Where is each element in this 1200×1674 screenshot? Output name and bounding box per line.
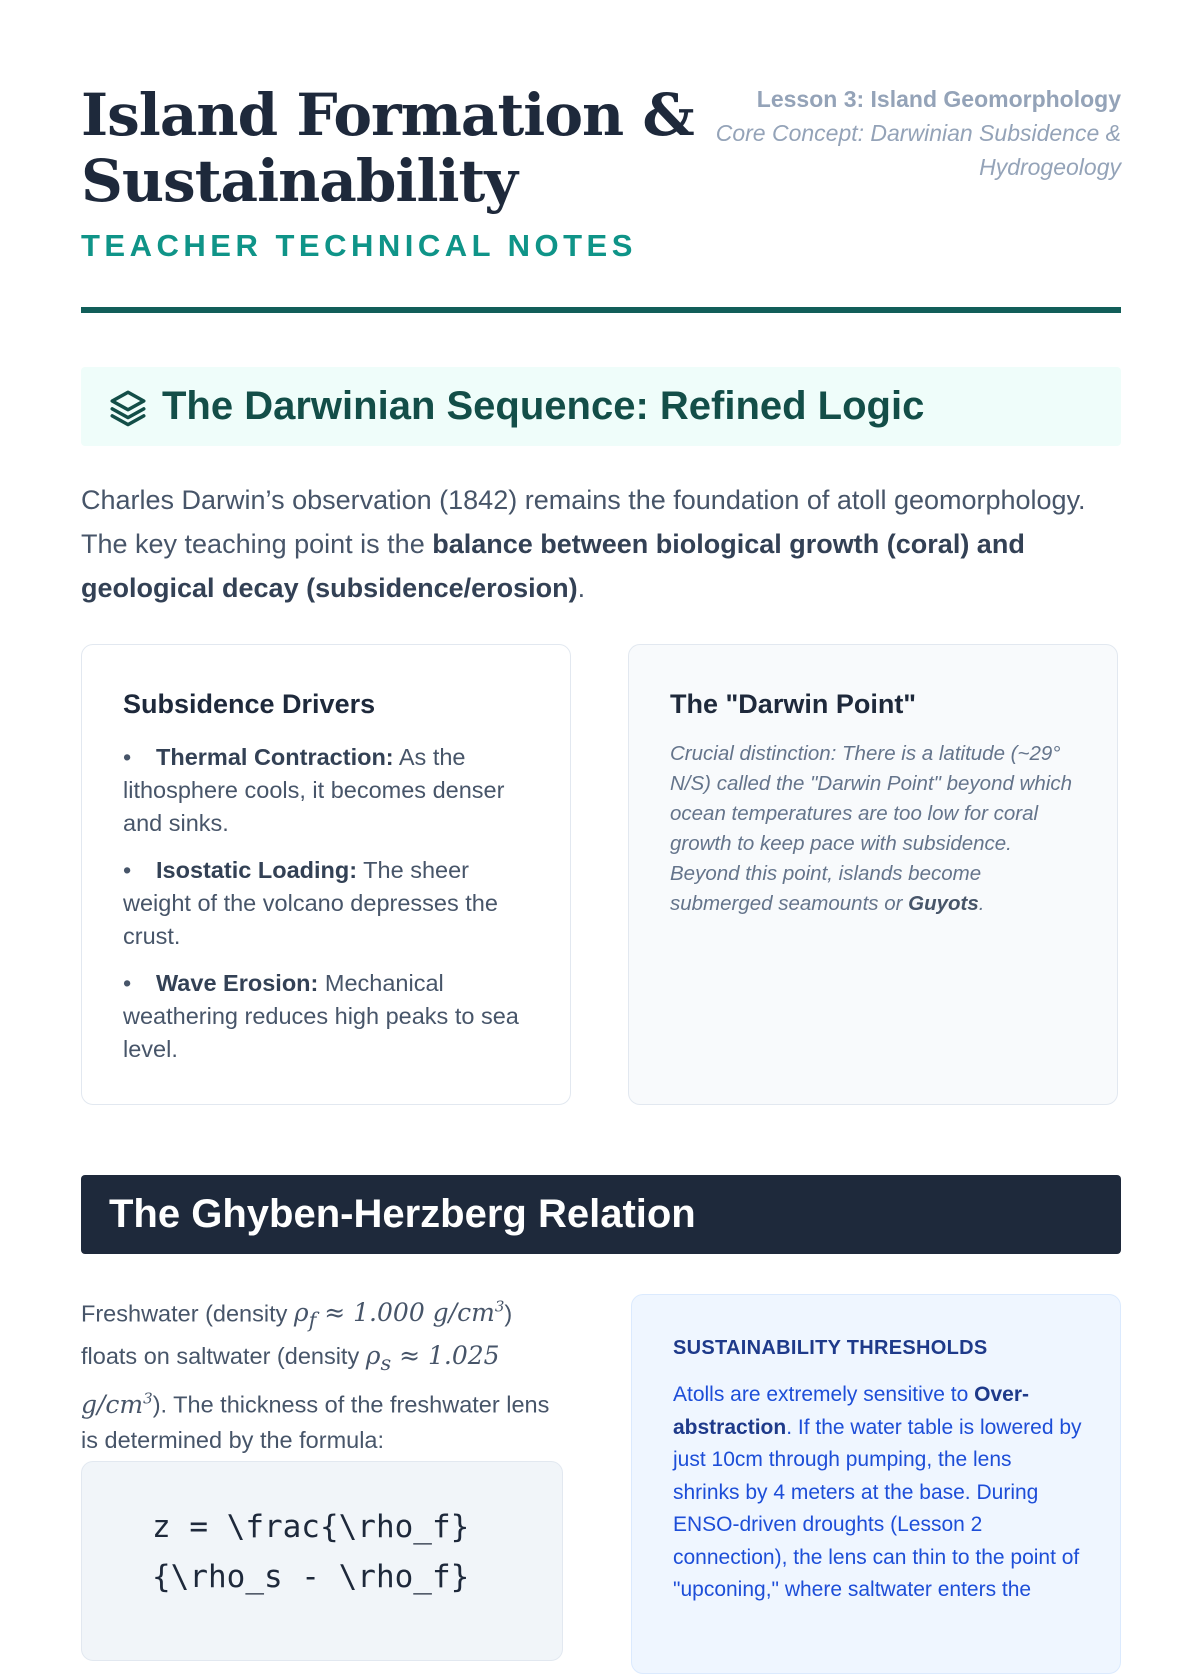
- list-item: [123, 741, 535, 840]
- subscript: s: [380, 1351, 392, 1376]
- bullet-icon: •: [123, 744, 132, 770]
- math-approx-1: [316, 1298, 504, 1327]
- item-text: Mechanical weathering reduces high peaks to sea level.: [123, 970, 519, 1062]
- section-heading: The Ghyben-Herzberg Relation: [109, 1192, 696, 1236]
- page-subtitle: TEACHER TECHNICAL NOTES: [81, 228, 637, 263]
- card-heading: Subsidence Drivers: [123, 689, 376, 719]
- note-text: Crucial distinction: There is a latitude (~29° N/S) called the "Darwin Point" beyond which ocean temperatures are too low for coral growth to keep pace with subsidence. Beyond this point, islands become submerged seamounts or: [670, 742, 1072, 915]
- item-term: Isostatic Loading:: [156, 857, 358, 883]
- item-text: The sheer weight of the volcano depresses the crust.: [123, 857, 498, 949]
- item-term: Wave Erosion:: [156, 970, 319, 996]
- item-text: As the lithosphere cools, it becomes denser and sinks.: [123, 744, 505, 836]
- formula-code: z = \frac{\rho_f} {\rho_s - \rho_f}: [152, 1509, 470, 1595]
- list-item: [123, 967, 535, 1066]
- lesson-meta: [701, 82, 1121, 184]
- intro-emphasis: balance between biological growth (coral) and geological decay (subsidence/erosion): [81, 529, 1025, 603]
- intro-end: .: [577, 573, 586, 603]
- text: ). The thickness of the freshwater lens is determined by the formula:: [81, 1391, 550, 1453]
- note-emphasis: Guyots: [908, 892, 979, 915]
- card-heading: The "Darwin Point": [670, 689, 917, 719]
- text-emphasis: Over-abstraction: [673, 1383, 1029, 1439]
- math-rho-s: [365, 1341, 392, 1376]
- section-heading: The Darwinian Sequence: Refined Logic: [162, 384, 925, 428]
- sustainability-text: [673, 1379, 1083, 1607]
- sustainability-heading: SUSTAINABILITY THRESHOLDS: [673, 1337, 988, 1359]
- ghyben-paragraph: [81, 1290, 551, 1458]
- rho-symbol: ρ: [365, 1341, 381, 1371]
- text: Atolls are extremely sensitive to: [673, 1383, 975, 1406]
- superscript: 3: [143, 1389, 153, 1408]
- item-term: Thermal Contraction:: [156, 744, 394, 770]
- core-concept: Core Concept: Darwinian Subsidence & Hydrogeology: [715, 120, 1121, 180]
- layers-icon: [107, 387, 149, 429]
- header: [81, 82, 1121, 312]
- darwin-point-note: [670, 739, 1085, 919]
- math-value: ≈ 1.025 g/cm: [81, 1341, 500, 1419]
- superscript: 3: [494, 1298, 505, 1316]
- page-title: Island Formation & Sustainability: [81, 81, 694, 215]
- intro-text: Charles Darwin’s observation (1842) remains the foundation of atoll geomorphology. The key teaching point is the: [81, 485, 1086, 559]
- subsidence-list: [123, 741, 535, 1080]
- section-banner-darwinian: [81, 367, 1121, 446]
- intro-paragraph: [81, 478, 1126, 610]
- rho-symbol: ρ: [293, 1298, 309, 1328]
- header-divider: [81, 307, 1121, 313]
- bullet-icon: •: [123, 970, 132, 996]
- formula-box: [81, 1461, 563, 1661]
- list-item: [123, 854, 535, 953]
- lesson-label: Lesson 3: Island Geomorphology: [756, 86, 1121, 112]
- text: ) floats on saltwater (density: [81, 1300, 513, 1370]
- math-rho-f: [293, 1298, 317, 1333]
- note-end: .: [978, 892, 985, 915]
- text: . If the water table is lowered by just 10cm through pumping, the lens shrinks by 4 meters at the base. During ENSO-driven droughts (Lesson 2 connection), the lens can thin to the point of "upconing," where saltwater enters the: [673, 1415, 1082, 1601]
- subsidence-drivers-card: [81, 644, 571, 1105]
- section-banner-ghyben: [81, 1175, 1121, 1254]
- text: Freshwater (density: [81, 1300, 294, 1327]
- subscript: f: [308, 1308, 317, 1333]
- math-value: ≈ 1.000 g/cm: [316, 1298, 495, 1328]
- darwin-point-card: [628, 644, 1118, 1105]
- bullet-icon: •: [123, 857, 132, 883]
- sustainability-box: [631, 1294, 1121, 1674]
